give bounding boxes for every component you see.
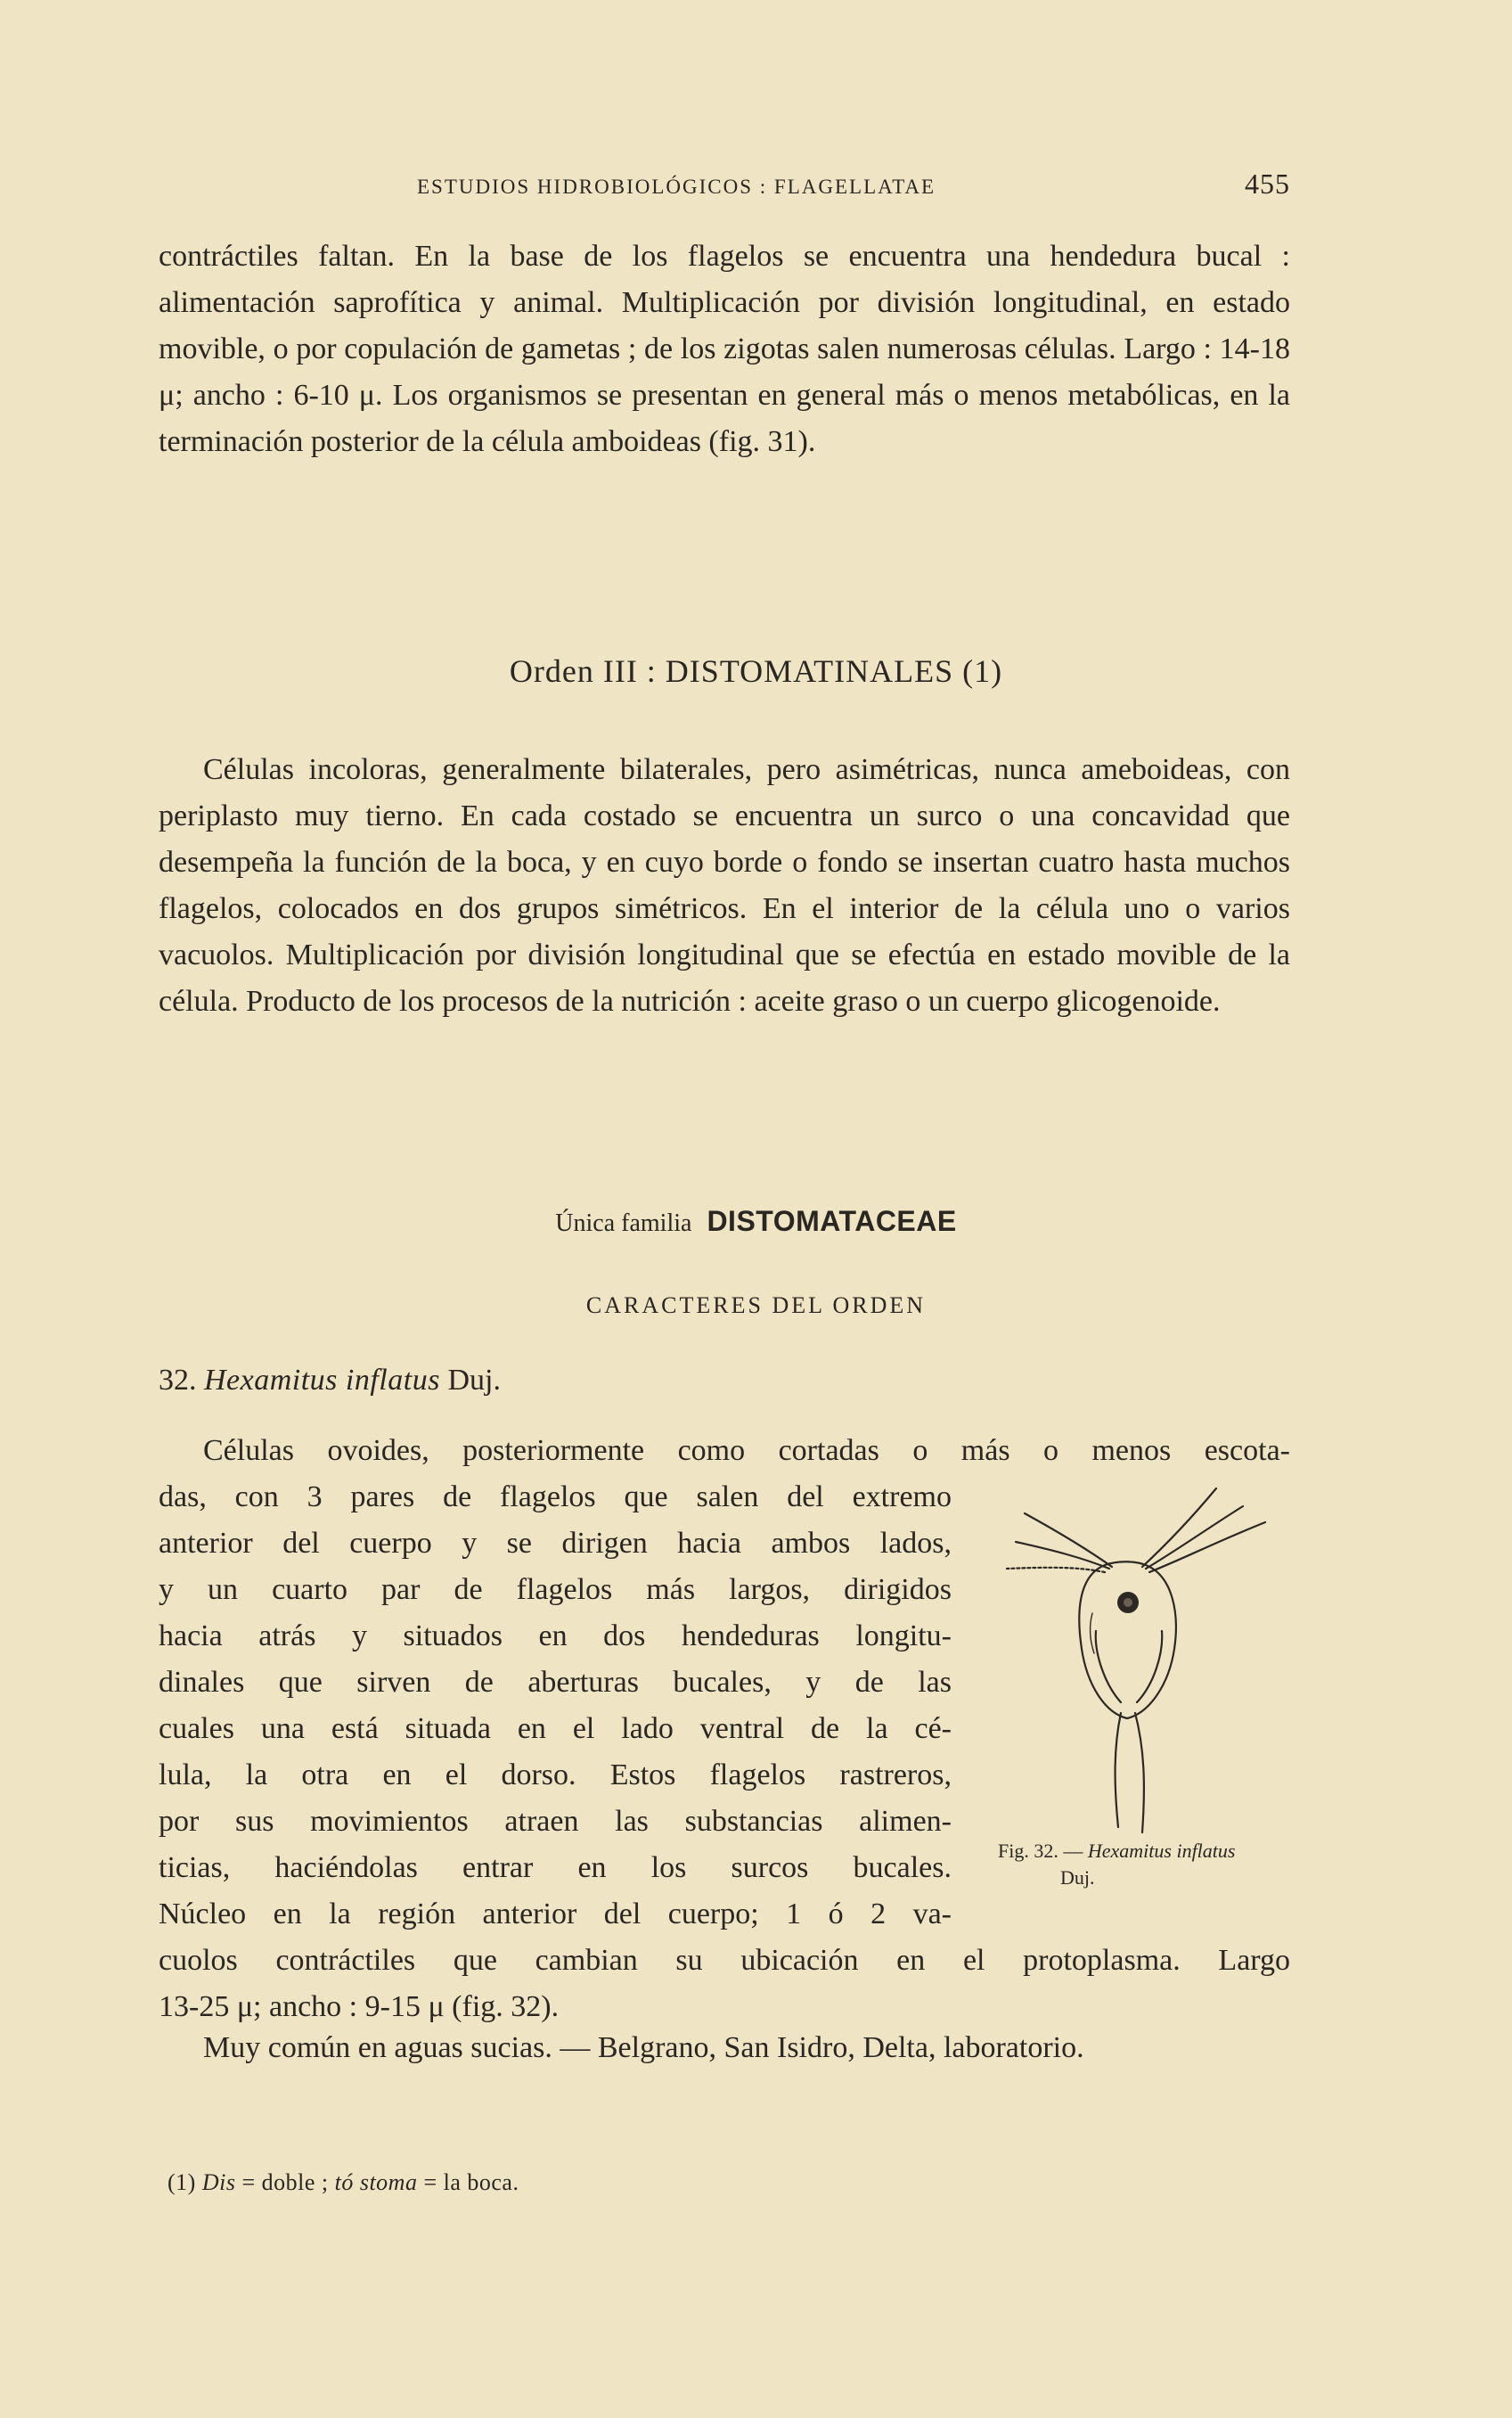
caracteres-heading: CARACTERES DEL ORDEN xyxy=(585,1292,927,1318)
paragraph-habitat: Muy común en aguas sucias. — Belgrano, San Isidro, Delta, laboratorio. xyxy=(203,2031,1084,2064)
order-heading: Orden III : DISTOMATINALES (1) xyxy=(509,653,1003,689)
text-line: das, con 3 pares de flagelos que salen del extremo xyxy=(159,1480,952,1513)
paragraph-order-description: Células incoloras, generalmente bilaterales, pero asimétricas, nunca ameboideas, con periplasto muy tierno. En cada costado se encuentra un surco o una concavidad que desempeña la función de la boca, y en cuyo borde o fondo se insertan cuatro hasta muchos flagelos, colocados en dos grupos simétricos. En el interior de la célula uno o varios vacuolos. Multiplicación por división longitudinal que se efectúa en estado movible de la célula. Producto de los procesos de la nutrición : aceite graso o un cuerpo glicogenoide. xyxy=(159,753,1290,1018)
caption-author: Duj. xyxy=(1060,1866,1095,1889)
flagellum xyxy=(1007,1568,1105,1572)
paragraph-continuation: contráctiles faltan. En la base de los flagelos se encuentra una hendedura bucal : alimentación saprofítica y animal. Multiplicación por división longitudinal, en estado movible, o por copulación de gametas ; de los zigotas salen numerosas células. Largo : 14-18 μ; ancho : 6-10 μ. Los organismos se presentan en general más o menos metabólicas, en la terminación posterior de la célula amboideas (fig. 31). xyxy=(159,240,1290,458)
caption-prefix: Fig. 32. — xyxy=(998,1840,1083,1862)
figure-caption xyxy=(998,1838,1292,1891)
trailing-flagellum xyxy=(1135,1713,1144,1832)
family-name: DISTOMATACEAE xyxy=(707,1205,957,1237)
text-line: por sus movimientos atraen las substancias alimen- xyxy=(159,1805,952,1838)
text-line: hacia atrás y situados en dos hendeduras longitu- xyxy=(159,1619,952,1652)
text-line: cuales una está situada en el lado ventral de la cé- xyxy=(159,1712,952,1745)
text-line: lula, la otra en el dorso. Estos flagelos rastreros, xyxy=(159,1758,952,1791)
footnote-def-2: = la boca. xyxy=(423,2169,519,2195)
text-line: dinales que sirven de aberturas bucales, y de las xyxy=(159,1666,952,1699)
text-line: ticias, haciéndolas entrar en los surcos bucales. xyxy=(159,1851,952,1884)
trailing-flagellum xyxy=(1116,1713,1121,1827)
caption-name: Hexamitus inflatus xyxy=(1087,1840,1236,1862)
family-heading xyxy=(0,1205,1512,1238)
footnote-marker: (1) xyxy=(168,2169,196,2195)
text-line: cuolos contráctiles que cambian su ubicación en el protoplasma. Largo xyxy=(159,1944,1290,1977)
flagellum xyxy=(1142,1488,1216,1567)
footnote-term-1: Dis xyxy=(201,2169,236,2195)
running-head xyxy=(159,168,1290,207)
species-heading xyxy=(159,1364,501,1398)
footnote xyxy=(168,2169,519,2196)
text-line: Células ovoides, posteriormente como cortadas o más o menos escota- xyxy=(203,1434,1290,1467)
footnote-term-2: tó stoma xyxy=(334,2169,418,2195)
oral-groove xyxy=(1096,1631,1121,1702)
hexamitus-illustration xyxy=(971,1479,1301,1836)
flagellum xyxy=(1025,1513,1112,1567)
text-line: y un cuarto par de flagelos más largos, dirigidos xyxy=(159,1573,952,1606)
species-author: Duj. xyxy=(447,1364,501,1397)
page-number: 455 xyxy=(1245,168,1290,200)
running-head-title: ESTUDIOS HIDROBIOLÓGICOS : FLAGELLATAE xyxy=(417,176,936,198)
family-prefix: Única familia xyxy=(555,1209,692,1237)
species-number: 32. xyxy=(159,1364,197,1397)
species-name: Hexamitus inflatus xyxy=(204,1364,440,1397)
footnote-def-1: = doble ; xyxy=(241,2169,329,2195)
text-line: 13-25 μ; ancho : 9-15 μ (fig. 32). xyxy=(159,1990,560,2023)
text-line: anterior del cuerpo y se dirigen hacia ambos lados, xyxy=(159,1527,952,1560)
text-line: Núcleo en la región anterior del cuerpo; 1 ó 2 va- xyxy=(159,1898,952,1930)
